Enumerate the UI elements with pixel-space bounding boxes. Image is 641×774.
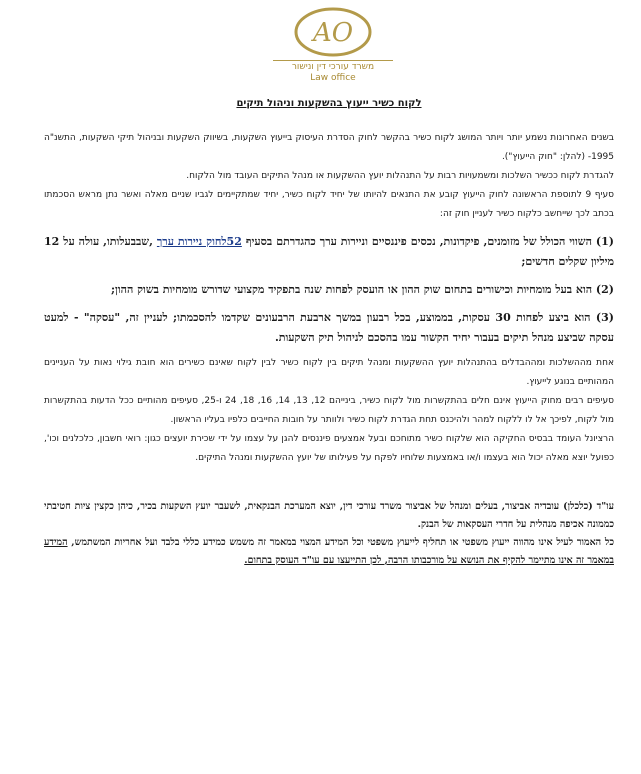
article-body [44, 98, 614, 570]
ao-monogram-icon [293, 6, 373, 58]
clause-3: (3) הוא ביצע לפחות 30 עסקות, בממוצע, בכל רבעון במשך ארבעת הרבעונים שקדמו להסכמתו; לעניין זה, "עסקה" - למעט עסקה שביצע מנהל תיקים בעבור יחיד הקשור עמו בהסכם לניהול תיק השקעות. [44, 311, 614, 344]
clause-1-text-start: (1) השווי הכולל של מזומנים, פיקדונות, נכסים פיננסיים וניירות ערך כהגדרתם בסעיף [241, 235, 614, 248]
logo-english-name: Law office [310, 73, 356, 83]
paragraph-sections: סעיפים רבים מחוק הייעוץ אינם חלים בהתקשרות מול לקוח כשיר, בינייהם 12, 13, 14, 16, 18, 24 ו-25, סעיפים מהותיים ככל הדעות בהתקשרות מול לקוח, לפיכך אל לו ללקוח למהר ולהיכנס תחת הגדרת לקוח כשיר ולוותר על חובות החייבים כלפיו בעליו הראשון. [44, 396, 614, 425]
paragraph-section-9: סעיף 9 לתוספת הראשונה לחוק הייעוץ קובע את התנאים להיותו של יחיד לקוח כשיר, יחיד שמתקיימים לגביו שניים מאלה ואשר נתן מראש הסכמתו בכתב לכך שייחשב כלקוח כשיר לעניין חוק זה: [44, 190, 615, 219]
paragraph-rationale: הרציונל העומד בבסיס החקיקה הוא שלקוח כשיר מתוחכם ובעל אמצעים פיננסים להגן על עצמו על ידי שכירת יועצים כגון: רואי חשבון, כלכלנים וכו', כפועל יוצא מאלה יכול הוא בעצמו ו/או באמצעות שלוחיו לפקח על פעילותו של יועץ ההשקעות ומנהל התיקים. [44, 434, 614, 463]
clause-1-text-end: ,שבבעלותו, עולה על 12 מיליון שקלים חדשים; [44, 235, 614, 268]
disclaimer [44, 534, 614, 570]
securities-law-link[interactable]: 52לחוק ניירות ערך [156, 235, 242, 248]
author-bio: עו"ד (כלכלן) עובדיה אביצור, בעלים ומנהל של אביצור משרד עורכי דין, יוצא המערכת הבנקאית, לשעבר יועץ השקעות בכיר, כיהן כקצין ציות חטיבתי כממונה אכיפה מנהלית על חדרי העסקאות של הבנק. [44, 501, 614, 530]
disclaimer-underlined: המידע במאמר זה אינו מתיימר להקיף את הנושא על מורכבותו הרבה, לכן התייעצו עם עו"ד העוסק בתחום. [44, 537, 614, 566]
law-office-logo [272, 6, 394, 84]
clause-1 [44, 232, 614, 272]
paragraph-qualified-client: להגדרת לקוח ככשיר השלכות ומשמעויות רבות על התנהלות יועץ ההשקעות או מנהל התיקים העובד מול הלקוח. [186, 171, 614, 181]
article-title: לקוח כשיר ייעוץ בהשקעות וניהול תיקים [236, 98, 422, 109]
logo-hebrew-name: משרד עורכי דין ונישור [291, 62, 375, 72]
paragraph-intro: בשנים האחרונות נשמע יותר ויותר המושג לקוח כשיר בהקשר לחוק הסדרת העיסוק בייעוץ השקעות, בשיווק השקעות ובניהול תיקי השקעות, התשנ"ה 1995- (להלן: "חוק הייעוץ"). [44, 133, 614, 162]
logo-divider [273, 60, 393, 61]
disclaimer-text: כל האמור לעיל אינו מהווה ייעוץ משפטי או תחליף לייעוץ משפטי וכל המידע המצוי במאמר זה משמש כמידע כללי בלבד ועל אחריות המשתמש, [67, 537, 614, 548]
logo-monogram: AO [312, 18, 354, 48]
clause-2: (2) הוא בעל מומחיות וכישורים בתחום שוק ההון או הועסק לפחות שנה בתפקיד מקצועי שדורש מומחיות בשוק ההון; [111, 283, 614, 296]
paragraph-disclosure: אחת מההשלכות ומההבדלים בהתנהלות יועץ ההשקעות ומנהל תיקים בין לקוח כשיר לבין לקוח שאינם כשירים הוא חובת גילוי נאות על העניינים המהותיים בנוגע לייעוץ. [44, 358, 614, 387]
